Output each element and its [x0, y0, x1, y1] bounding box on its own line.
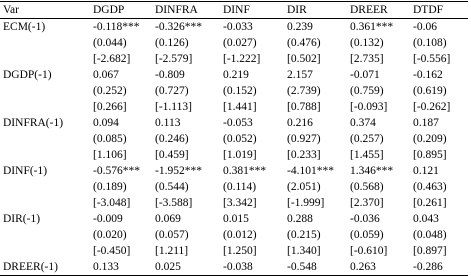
table-cell: 0.187	[413, 117, 439, 129]
table-cell: [-1.113]	[155, 101, 192, 113]
row-variable-label: DINF(-1)	[3, 165, 48, 177]
row-variable-label	[0, 243, 90, 259]
header-cell-dgdp: DGDP	[90, 2, 152, 19]
table-cell: (0.059)	[350, 229, 384, 241]
table-row	[0, 131, 468, 147]
table-body	[0, 19, 468, 276]
table-cell: (0.759)	[350, 85, 384, 97]
row-variable-label	[0, 99, 90, 115]
table-cell: -0.009	[93, 213, 123, 225]
table-cell: (0.126)	[155, 37, 189, 49]
table-cell: [-0.093]	[350, 101, 388, 113]
regression-table-container	[0, 1, 471, 276]
table-cell: 1.346***	[350, 165, 394, 177]
table-cell: (0.048)	[413, 229, 447, 241]
table-cell: [-0.556]	[413, 53, 451, 65]
table-cell: [2.735]	[350, 53, 384, 65]
regression-results-table	[0, 1, 468, 276]
table-row	[0, 35, 468, 51]
table-cell: -0.809	[155, 69, 185, 81]
table-cell: (0.012)	[223, 229, 257, 241]
table-cell: [3.342]	[223, 197, 257, 209]
table-cell: 0.094	[93, 117, 119, 129]
table-cell: 0.288	[287, 213, 313, 225]
table-cell: 0.239	[287, 21, 313, 33]
table-row	[0, 179, 468, 195]
row-variable-label	[0, 195, 90, 211]
table-cell: (2.739)	[287, 85, 321, 97]
table-row	[0, 51, 468, 67]
row-variable-label	[0, 227, 90, 243]
table-cell: -0.286	[410, 259, 468, 276]
table-cell: (0.209)	[413, 133, 447, 145]
table-cell: [0.788]	[287, 101, 321, 113]
table-cell: -0.06	[413, 21, 437, 33]
table-cell: -1.952***	[155, 165, 202, 177]
header-cell-dinfra: DINFRA	[152, 2, 220, 19]
table-cell: [1.211]	[155, 245, 189, 257]
table-cell: 0.216	[287, 117, 313, 129]
table-cell: (0.544)	[155, 181, 189, 193]
table-cell: -0.118***	[93, 21, 140, 33]
table-cell: [-0.610]	[350, 245, 388, 257]
table-cell: (0.568)	[350, 181, 384, 193]
table-cell: -0.038	[220, 259, 284, 276]
table-cell: -0.162	[413, 69, 443, 81]
table-cell: (2.051)	[287, 181, 321, 193]
table-cell: [-1.999]	[287, 197, 325, 209]
table-cell: 0.043	[413, 213, 439, 225]
table-cell: 0.133	[90, 259, 152, 276]
table-cell: (0.189)	[93, 181, 127, 193]
table-row	[0, 259, 468, 276]
table-cell: -0.326***	[155, 21, 202, 33]
table-cell: (0.252)	[93, 85, 127, 97]
table-cell: (0.257)	[350, 133, 384, 145]
table-cell: 0.263	[347, 259, 410, 276]
table-cell: [0.897]	[413, 245, 447, 257]
table-cell: 0.219	[223, 69, 249, 81]
table-cell: (0.927)	[287, 133, 321, 145]
table-cell: (0.619)	[413, 85, 447, 97]
table-cell: (0.476)	[287, 37, 321, 49]
table-cell: [1.106]	[93, 149, 127, 161]
table-row	[0, 163, 468, 179]
table-cell: [0.233]	[287, 149, 321, 161]
table-cell: -0.033	[223, 21, 253, 33]
table-cell: (0.114)	[223, 181, 257, 193]
table-cell: -0.576***	[93, 165, 140, 177]
table-cell: 0.015	[223, 213, 249, 225]
row-variable-label: DIR(-1)	[3, 213, 41, 225]
table-row	[0, 243, 468, 259]
table-cell: [-1.222]	[223, 53, 261, 65]
row-variable-label: DGDP(-1)	[3, 69, 52, 81]
table-cell: [0.459]	[155, 149, 189, 161]
table-cell: [-2.682]	[93, 53, 131, 65]
table-cell: 0.121	[413, 165, 439, 177]
table-cell: [1.441]	[223, 101, 257, 113]
table-cell: [1.250]	[223, 245, 257, 257]
table-cell: -0.548	[284, 259, 347, 276]
table-cell: (0.152)	[223, 85, 257, 97]
header-cell-var: Var	[0, 2, 90, 19]
table-cell: -0.071	[350, 69, 380, 81]
table-cell: 0.361***	[350, 21, 394, 33]
table-cell: (0.132)	[350, 37, 384, 49]
table-row	[0, 195, 468, 211]
table-cell: 0.113	[155, 117, 181, 129]
table-cell: -4.101***	[287, 165, 334, 177]
table-cell: -0.053	[223, 117, 253, 129]
header-cell-dtdf: DTDF	[410, 2, 468, 19]
table-cell: (0.463)	[413, 181, 447, 193]
table-row	[0, 67, 468, 83]
row-variable-label	[0, 179, 90, 195]
table-cell: 0.069	[155, 213, 181, 225]
row-variable-label: DREER(-1)	[0, 259, 90, 276]
table-cell: [-0.262]	[413, 101, 451, 113]
table-cell: 0.374	[350, 117, 376, 129]
table-cell: [-0.450]	[93, 245, 131, 257]
table-cell: (0.020)	[93, 229, 127, 241]
table-cell: 0.381***	[223, 165, 267, 177]
table-row	[0, 99, 468, 115]
table-header	[0, 2, 468, 19]
table-cell: [2.370]	[350, 197, 384, 209]
row-variable-label: DINFRA(-1)	[3, 117, 64, 129]
table-cell: (0.027)	[223, 37, 257, 49]
table-cell: (0.057)	[155, 229, 189, 241]
table-cell: (0.215)	[287, 229, 321, 241]
table-cell: (0.085)	[93, 133, 127, 145]
table-cell: [1.455]	[350, 149, 384, 161]
table-cell: [1.340]	[287, 245, 321, 257]
header-row	[0, 2, 468, 19]
table-cell: [0.261]	[413, 197, 447, 209]
table-row	[0, 83, 468, 99]
header-cell-dir: DIR	[284, 2, 347, 19]
table-cell: (0.044)	[93, 37, 127, 49]
table-row	[0, 19, 468, 36]
row-variable-label	[0, 35, 90, 51]
table-cell: 0.025	[152, 259, 220, 276]
row-variable-label	[0, 147, 90, 163]
table-cell: (0.727)	[155, 85, 189, 97]
table-row	[0, 147, 468, 163]
table-row	[0, 115, 468, 131]
table-cell: [0.502]	[287, 53, 321, 65]
table-cell: [0.895]	[413, 149, 447, 161]
table-cell: -0.036	[350, 213, 380, 225]
table-cell: [1.019]	[223, 149, 257, 161]
row-variable-label	[0, 83, 90, 99]
table-row	[0, 227, 468, 243]
table-cell: 0.067	[93, 69, 119, 81]
table-cell: [-3.588]	[155, 197, 193, 209]
table-cell: (0.052)	[223, 133, 257, 145]
table-cell: 2.157	[287, 69, 313, 81]
row-variable-label	[0, 131, 90, 147]
table-cell: [-3.048]	[93, 197, 131, 209]
table-cell: (0.108)	[413, 37, 447, 49]
header-cell-dreer: DREER	[347, 2, 410, 19]
table-cell: [0.266]	[93, 101, 127, 113]
table-cell: (0.246)	[155, 133, 189, 145]
table-row	[0, 211, 468, 227]
header-cell-dinf: DINF	[220, 2, 284, 19]
row-variable-label: ECM(-1)	[3, 21, 46, 33]
table-cell: [-2.579]	[155, 53, 193, 65]
row-variable-label	[0, 51, 90, 67]
